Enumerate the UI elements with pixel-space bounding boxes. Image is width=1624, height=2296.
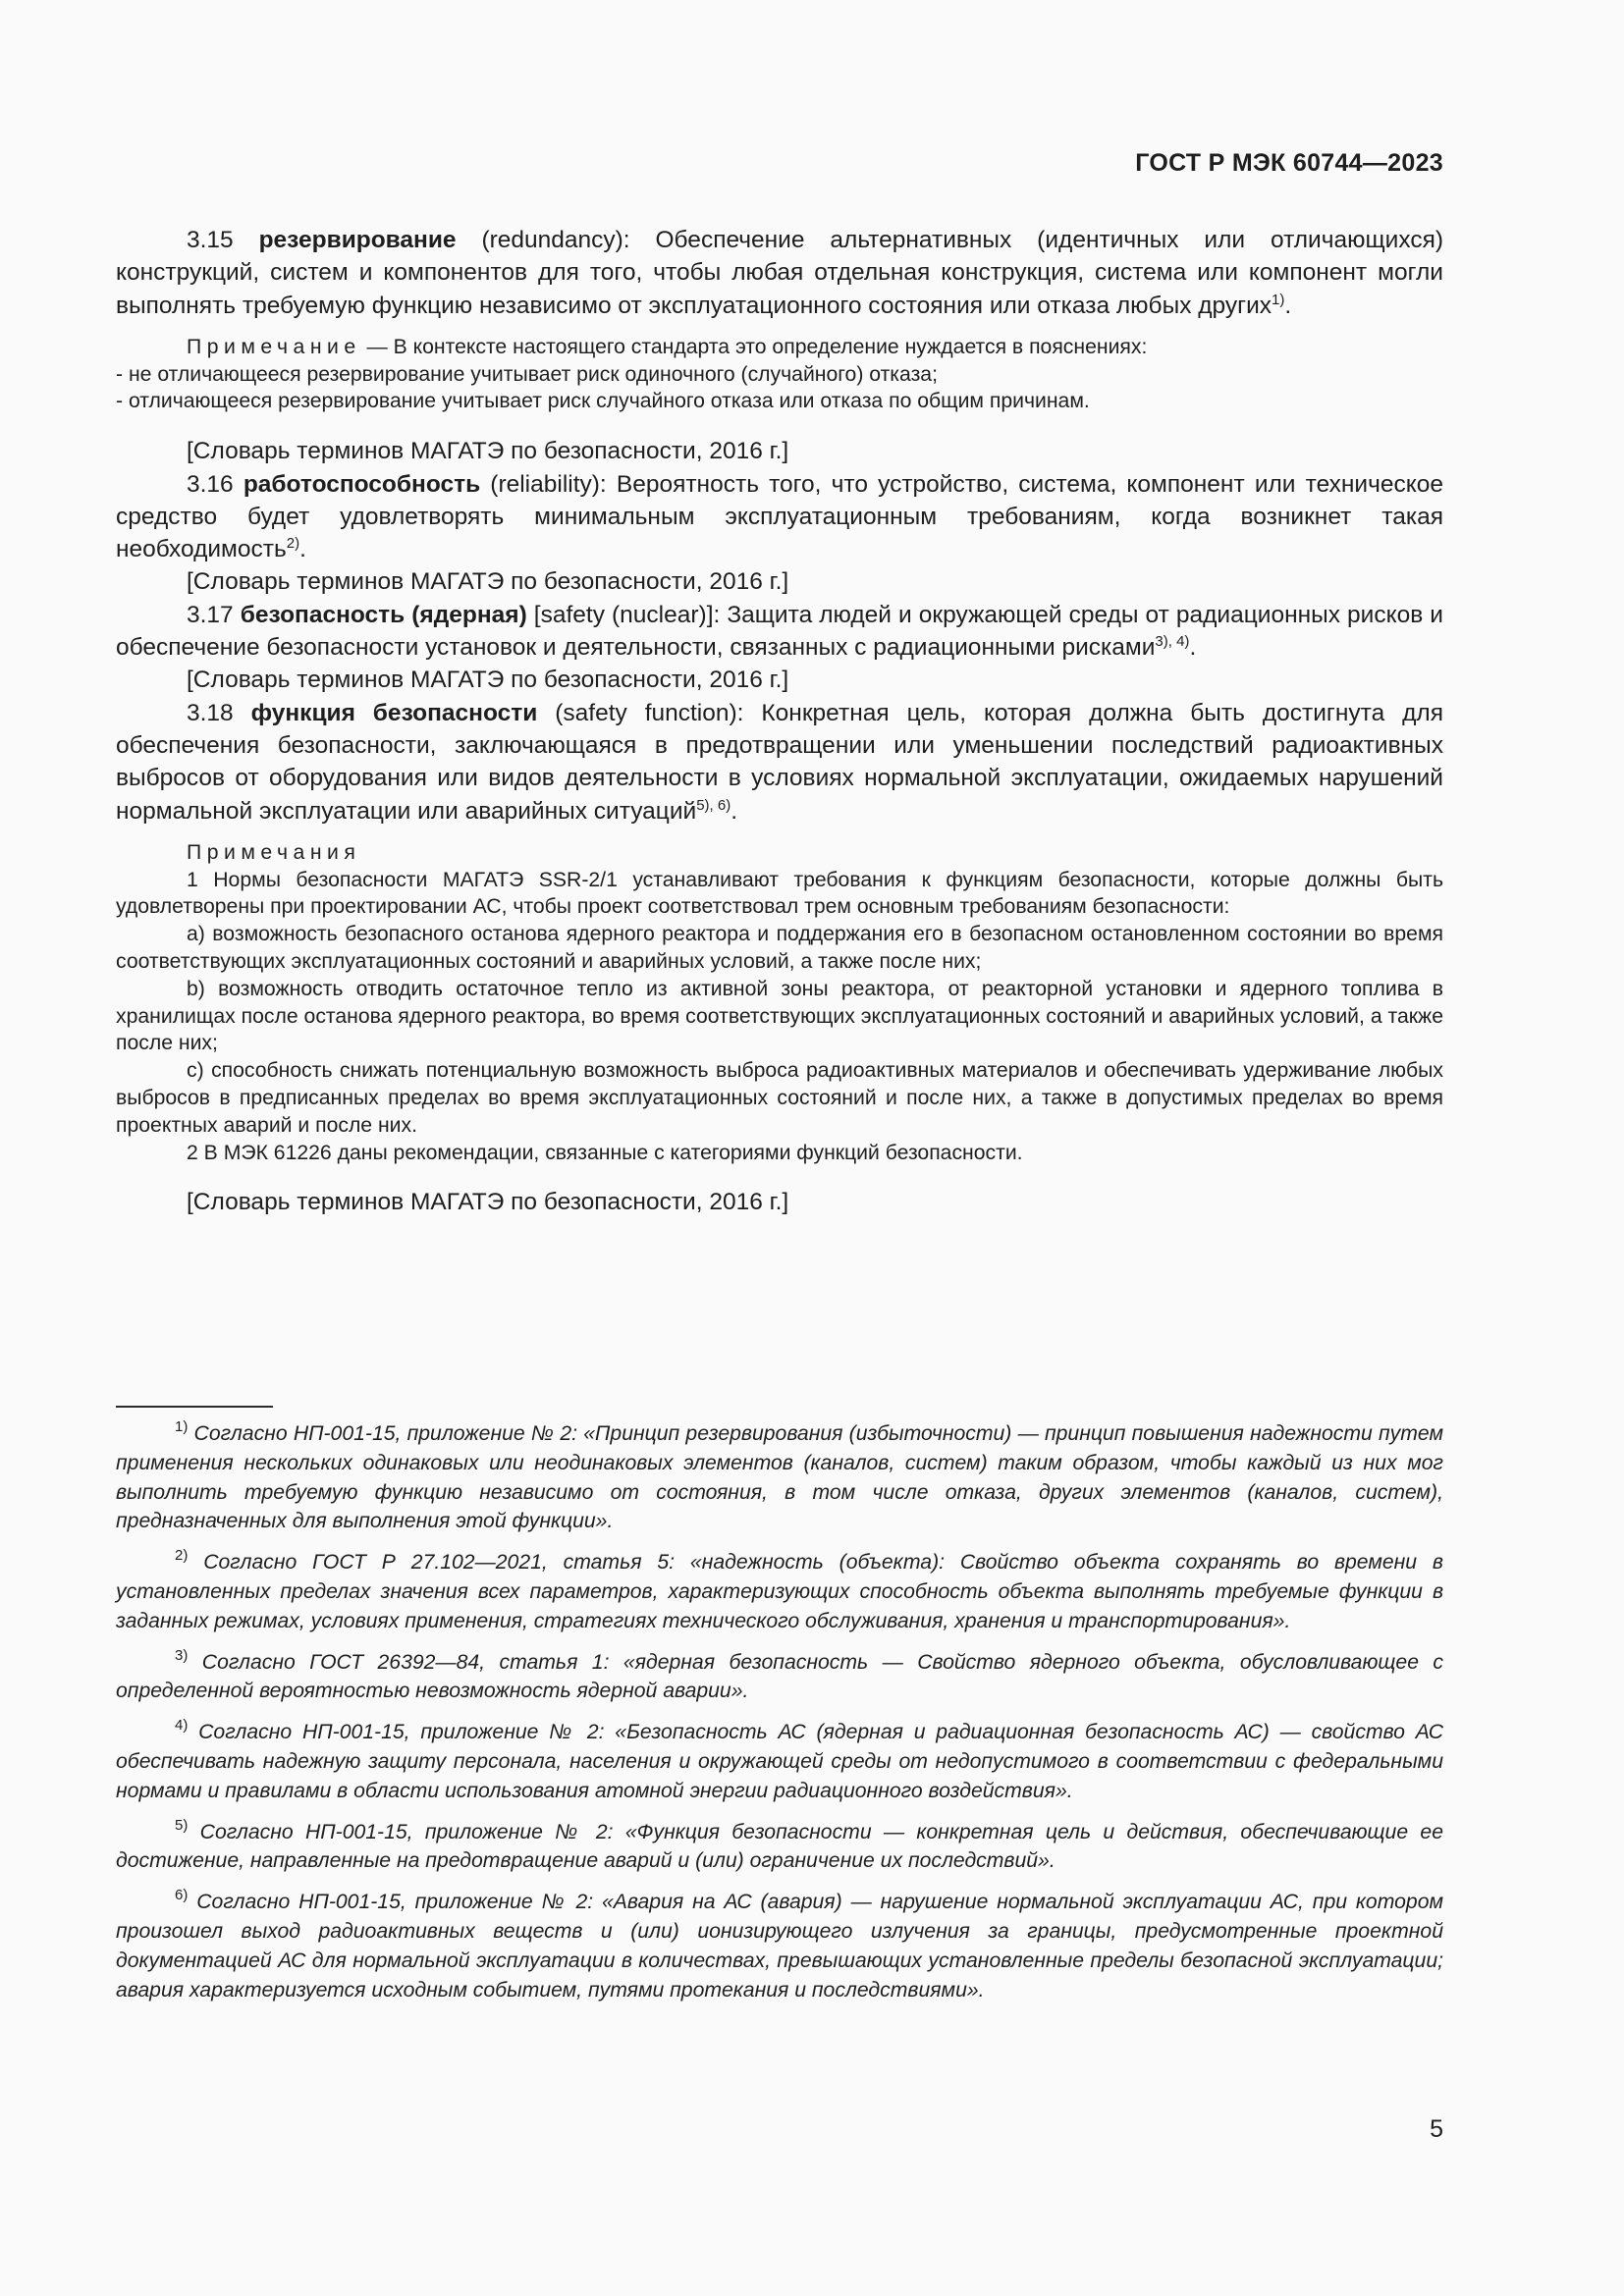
footnote-mark: 6): [175, 1887, 189, 1904]
footnote-text: Согласно ГОСТ Р 27.102—2021, статья 5: «надежность (объекта): Свойство объекта сохранять во времени в установленных пределах значения всех параметров, характеризующих способность объекта выполнять требуемые функции в заданных режимах, условиях применения, стратегиях технического обслуживания, хранения и транспортирования».: [116, 1551, 1443, 1632]
definition-3-18: [116, 697, 1443, 828]
notes-heading: [116, 839, 1443, 867]
footnote-mark: 4): [175, 1717, 189, 1735]
clause-number: 3.17: [187, 601, 234, 628]
clause-number: 3.15: [187, 227, 234, 253]
footnote: [116, 1548, 1443, 1635]
note-item: 1 Нормы безопасности МАГАТЭ SSR-2/1 устанавливают требования к функциям безопасности, которые должны быть удовлетворены при проектировании АС, чтобы проект соответствовал трем основным требованиям безопасности:: [116, 868, 1443, 919]
footnote: [116, 1419, 1443, 1536]
notes-3-18: [116, 839, 1443, 1167]
footnote-text: Согласно ГОСТ 26392—84, статья 1: «ядерная безопасность — Свойство ядерного объекта, обусловливающее с определенной вероятностью невозможность ядерной аварии».: [116, 1650, 1443, 1703]
note-item: 2 В МЭК 61226 даны рекомендации, связанные с категориями функций безопасности.: [187, 1141, 1023, 1164]
note-3-15: [116, 334, 1443, 415]
note-item: c) способность снижать потенциальную возможность выброса радиоактивных материалов и обеспечивать удерживание любых выбросов в предписанных пределах во время эксплуатационных состояний и после них, а также в допустимых пределах во время проектных аварий и после них.: [116, 1059, 1443, 1137]
footnote-text: Согласно НП-001-15, приложение № 2: «Принцип резервирования (избыточности) — принцип повышения надежности путем применения нескольких одинаковых или неодинаковых элементов (каналов, систем) таким образом, чтобы каждый из них мог выполнить требуемую функцию независимо от состояния, в том числе отказа, других элементов (каналов, систем), предназначенных для выполнения этой функции».: [116, 1422, 1443, 1533]
period: .: [1284, 292, 1292, 319]
footnote-text: Согласно НП-001-15, приложение № 2: «Безопасность АС (ядерная и радиационная безопасность АС) — свойство АС обеспечивать надежную защиту персонала, населения и окружающей среды от недопустимого в соответствии с федеральными нормами и правилами в области использования атомной энергии радиационного воздействия».: [116, 1721, 1443, 1802]
definition-text: (redundancy): Обеспечение альтернативных (идентичных или отличающихся) конструкций, систем и компонентов для того, чтобы любая отдельная конструкция, система или компонент могли выполнять требуемую функцию независимо от эксплуатационного состояния или отказа любых других: [116, 227, 1444, 319]
footnote: [116, 1888, 1443, 2004]
footnote-mark: 2): [175, 1547, 189, 1565]
footnote-ref: 3), 4): [1155, 633, 1190, 651]
footnote-text: Согласно НП-001-15, приложение № 2: «Функция безопасности — конкретная цель и действия, обеспечивающие ее достижение, направленные на предотвращение аварий и (или) ограничение их последствий».: [116, 1820, 1443, 1873]
notes-label: Примечания: [187, 840, 361, 864]
clause-number: 3.18: [187, 699, 234, 726]
definition-text: (reliability): Вероятность того, что устройство, система, компонент или техническое средство будет удовлетворять минимальным эксплуатационным требованиям, когда возникнет такая необходимость: [116, 470, 1444, 563]
period: .: [731, 797, 738, 825]
term: функция безопасности: [250, 699, 538, 726]
footnote-text: Согласно НП-001-15, приложение № 2: «Авария на АС (авария) — нарушение нормальной эксплуатации АС, при котором произошел выход радиоактивных веществ и (или) ионизирующего излучения за границы, предусмотренные проектной документацией АС для нормальной эксплуатации в количествах, превышающих установленные пределы безопасной эксплуатации; авария характеризуется исходным событием, путями протекания и последствиями».: [116, 1891, 1443, 2002]
note-item: a) возможность безопасного останова ядерного реактора и поддержания его в безопасном остановленном состоянии во время соответствующих эксплуатационных состояний и аварийных условий, а также после них;: [116, 923, 1443, 974]
period: .: [1189, 634, 1197, 662]
footnotes: [116, 1419, 1443, 2016]
footnote: [116, 1718, 1443, 1805]
note-label: Примечание: [187, 335, 361, 358]
term: работоспособность: [243, 470, 481, 498]
term: безопасность (ядерная): [240, 601, 527, 628]
note-item: b) возможность отводить остаточное тепло из активной зоны реактора, от реакторной установки и ядерного топлива в хранилищах после останова ядерного реактора, во время соответствующих эксплуатационных состояний и аварийных условий, а также после них;: [116, 977, 1443, 1055]
source-reference: [Словарь терминов МАГАТЭ по безопасности, 2016 г.]: [187, 667, 789, 694]
footnote-separator: [116, 1406, 273, 1408]
note-heading: [116, 334, 1443, 361]
clause-number: 3.16: [187, 470, 234, 498]
footnote: [116, 1818, 1443, 1877]
note-text: — В контексте настоящего стандарта это определение нуждается в пояснениях:: [360, 335, 1148, 358]
source-reference: [Словарь терминов МАГАТЭ по безопасности, 2016 г.]: [187, 1189, 789, 1216]
document-header: ГОСТ Р МЭК 60744—2023: [1135, 149, 1443, 177]
footnote: [116, 1648, 1443, 1707]
note-line: - отличающееся резервирование учитывает риск случайного отказа или отказа по общим причинам.: [116, 390, 1090, 413]
page-number: 5: [1430, 2115, 1443, 2143]
footnote-ref: 5), 6): [696, 796, 731, 814]
definition-text: (safety function): Конкретная цель, которая должна быть достигнута для обеспечения безопасности, заключающаяся в предотвращении или уменьшении последствий радиоактивных выбросов от оборудования или видов деятельности в условиях нормальной эксплуатации, ожидаемых нарушений нормальной эксплуатации или аварийных ситуаций: [116, 699, 1443, 825]
definition-3-15: [116, 224, 1443, 322]
note-line: - не отличающееся резервирование учитывает риск одиночного (случайного) отказа;: [116, 362, 938, 386]
period: .: [299, 536, 306, 563]
definition-3-17: [116, 599, 1443, 665]
source-reference: [Словарь терминов МАГАТЭ по безопасности, 2016 г.]: [187, 568, 789, 596]
footnote-mark: 5): [175, 1816, 189, 1834]
footnote-mark: 1): [175, 1418, 189, 1435]
source-reference: [Словарь терминов МАГАТЭ по безопасности, 2016 г.]: [187, 438, 789, 465]
main-body: [116, 224, 1443, 1219]
footnote-ref: 1): [1272, 291, 1285, 308]
term: резервирование: [258, 227, 457, 253]
footnote-ref: 2): [286, 535, 300, 553]
definition-3-16: [116, 468, 1443, 566]
footnote-mark: 3): [175, 1646, 189, 1664]
definition-text: [safety (nuclear)]: Защита людей и окружающей среды от радиационных рисков и обеспечение безопасности установок и деятельности, связанных с радиационными рисками: [116, 601, 1443, 662]
